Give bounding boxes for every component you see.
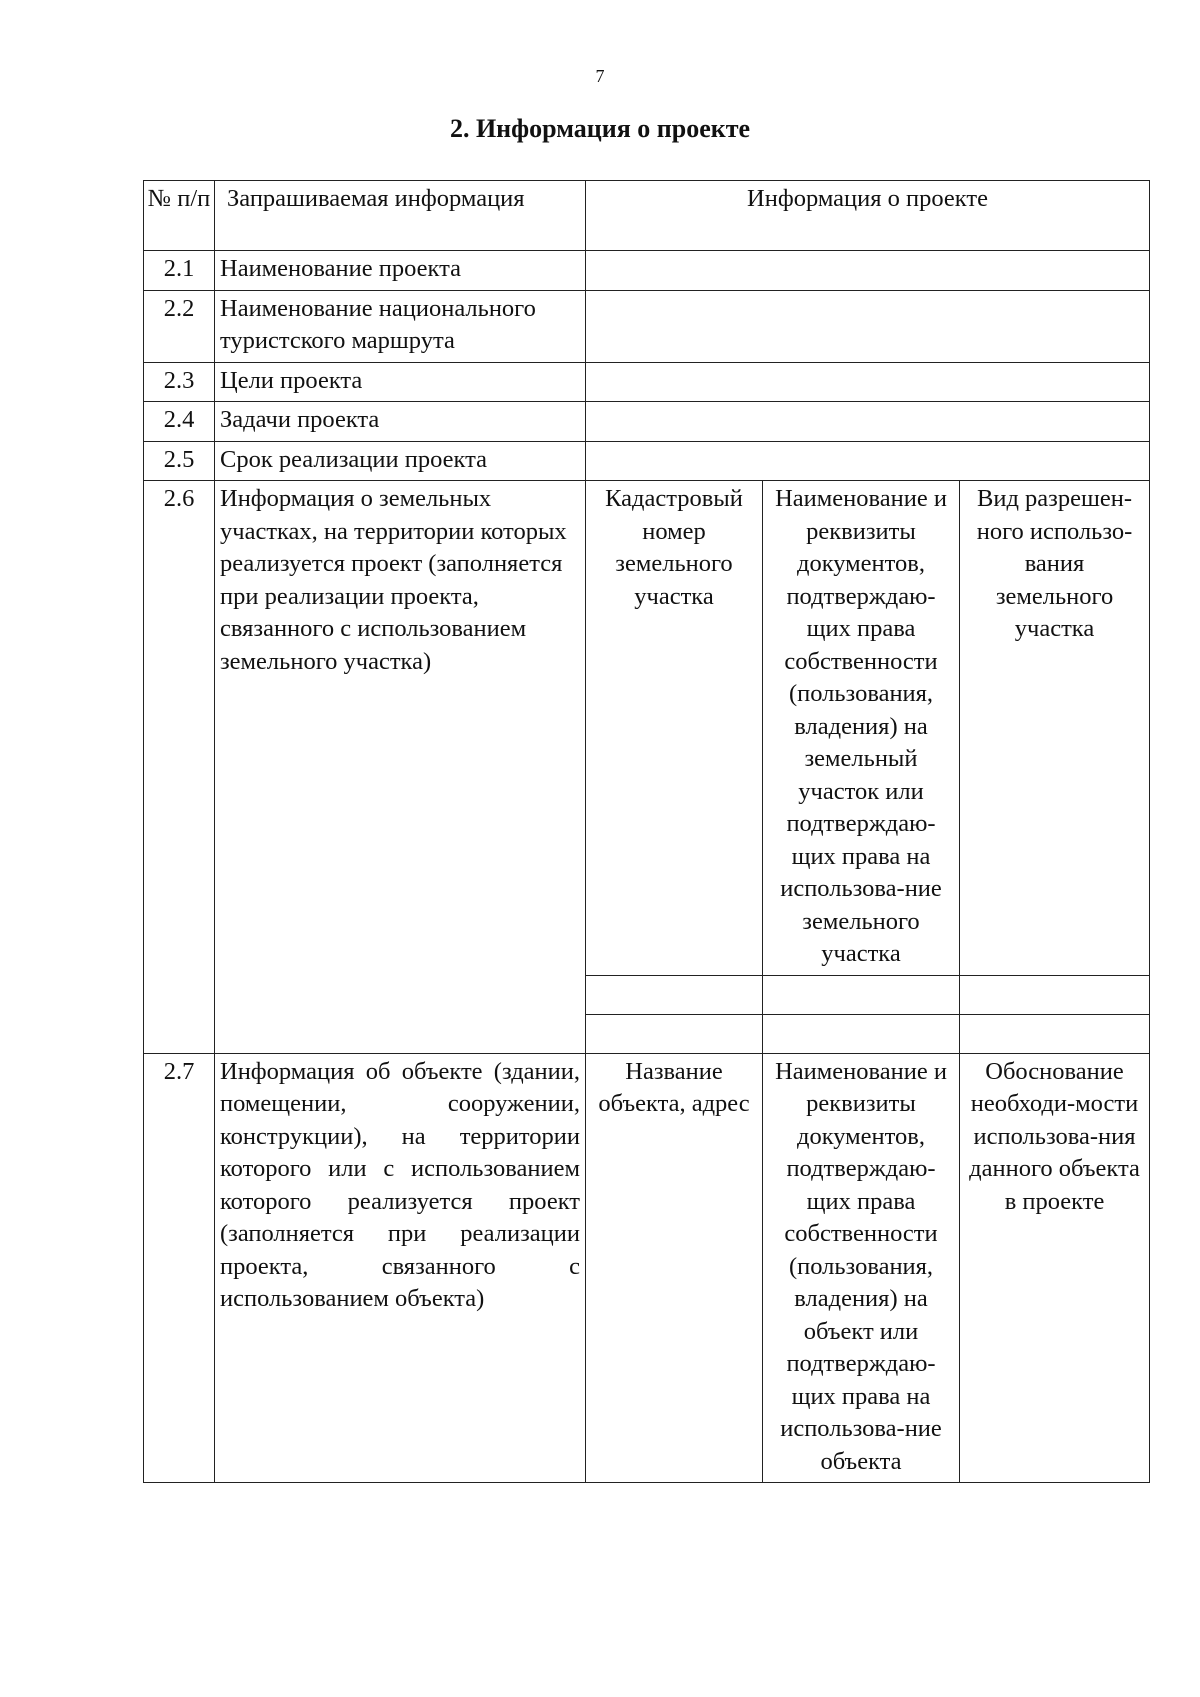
table-row (144, 441, 1150, 481)
land-plots-row (144, 481, 1150, 976)
land-cadastral-cell[interactable] (586, 1014, 763, 1053)
row-value-cell[interactable] (586, 290, 1150, 362)
row-num: 2.7 (144, 1053, 215, 1483)
land-plots-label: Информация о земельных участках, на территории которых реализуется проект (заполняется при реализации проекта, связанного с использованием земельного участка) (215, 481, 586, 1054)
object-name-header: Название объекта, адрес (586, 1053, 763, 1483)
land-permitted-use-cell[interactable] (960, 975, 1150, 1014)
row-num: 2.3 (144, 362, 215, 402)
row-value-cell[interactable] (586, 362, 1150, 402)
page-title: 2. Информация о проекте (449, 114, 751, 143)
header-num: № п/п (144, 181, 215, 251)
page-number: 7 (595, 66, 605, 86)
land-permitted-use-header: Вид разрешен-ного использо-вания земельного участка (960, 481, 1150, 976)
row-num: 2.6 (144, 481, 215, 1054)
row-value-cell[interactable] (586, 402, 1150, 442)
object-row (144, 1053, 1150, 1483)
header-requested-info: Запрашиваемая информация (215, 181, 586, 251)
land-documents-cell[interactable] (763, 1014, 960, 1053)
land-documents-cell[interactable] (763, 975, 960, 1014)
table-row (144, 290, 1150, 362)
land-permitted-use-cell[interactable] (960, 1014, 1150, 1053)
table-row (144, 402, 1150, 442)
row-label: Срок реализации проекта (215, 441, 586, 481)
project-info-table (143, 180, 1150, 1483)
header-project-info: Информация о проекте (586, 181, 1150, 251)
land-cadastral-cell[interactable] (586, 975, 763, 1014)
table-header-row (144, 181, 1150, 251)
object-justification-header: Обоснование необходи-мости использова-ния данного объекта в проекте (960, 1053, 1150, 1483)
row-num: 2.5 (144, 441, 215, 481)
row-num: 2.1 (144, 251, 215, 291)
row-num: 2.2 (144, 290, 215, 362)
row-label: Наименование проекта (215, 251, 586, 291)
row-label: Задачи проекта (215, 402, 586, 442)
row-label: Цели проекта (215, 362, 586, 402)
table-row (144, 251, 1150, 291)
row-num: 2.4 (144, 402, 215, 442)
row-label: Наименование национального туристского маршрута (215, 290, 586, 362)
object-documents-header: Наименование и реквизиты документов, подтверждаю-щих права собственности (пользования, владения) на объект или подтверждаю-щих права на использова-ние объекта (763, 1053, 960, 1483)
object-label: Информация об объекте (здании, помещении, сооружении, конструкции), на территории которого или с использованием которого реализуется проект (заполняется при реализации проекта, связанного с использованием объекта) (215, 1053, 586, 1483)
row-value-cell[interactable] (586, 441, 1150, 481)
row-value-cell[interactable] (586, 251, 1150, 291)
table-row (144, 362, 1150, 402)
land-documents-header: Наименование и реквизиты документов, подтверждаю-щих права собственности (пользования, владения) на земельный участок или подтверждаю-щих права на использова-ние земельного участка (763, 481, 960, 976)
land-cadastral-header: Кадастровый номер земельного участка (586, 481, 763, 976)
